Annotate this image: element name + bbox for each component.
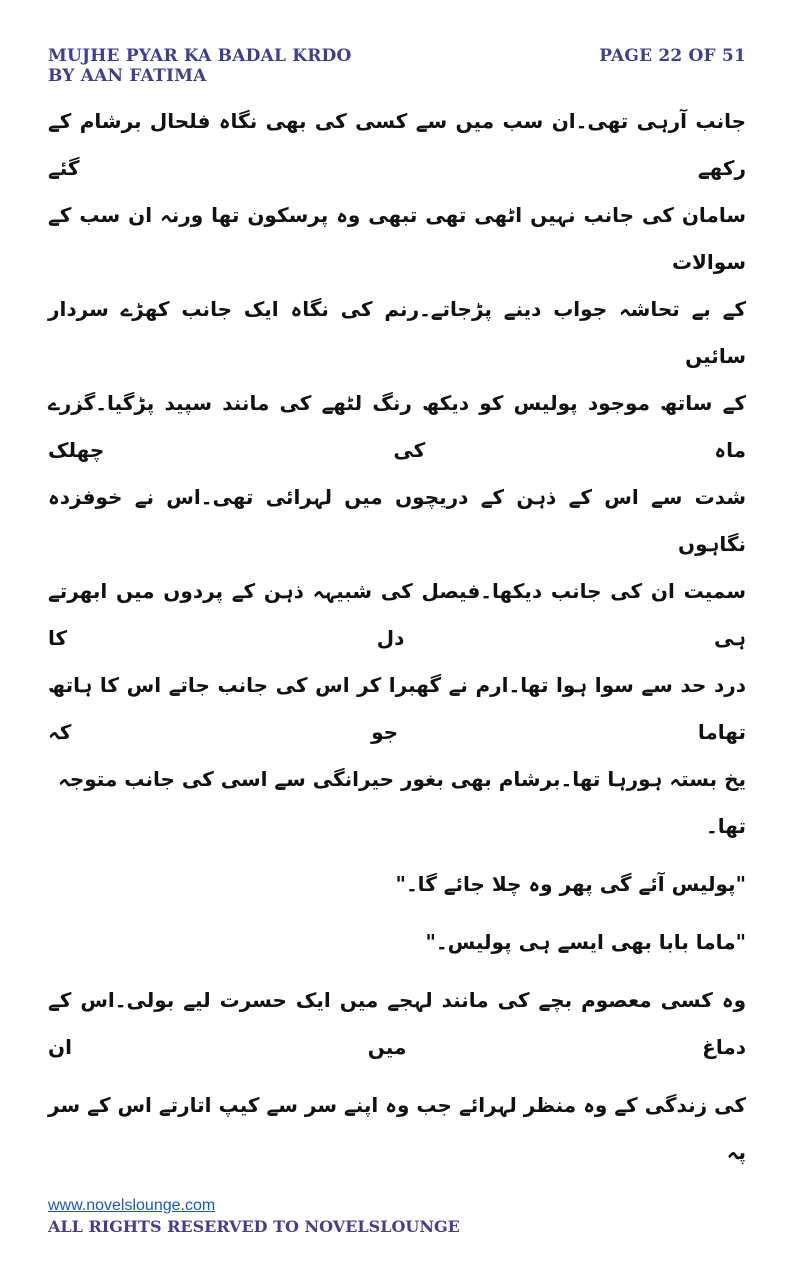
text-line: یخ بستہ ہورہا تھا۔برشام بھی بغور حیرانگی سے اسی کی جانب متوجہ تھا۔ <box>58 767 746 838</box>
page-header <box>48 46 746 86</box>
page-footer <box>48 1176 746 1238</box>
text-line: کی زندگی کے وہ منظر لہرائے جب وہ اپنے سر سے کیپ اتارتے اس کے سر پہ <box>48 1093 746 1164</box>
page-number: PAGE 22 OF 51 <box>599 46 746 66</box>
text-line: "پولیس آئے گی پھر وہ چلا جائے گا۔" <box>395 872 746 896</box>
website-link[interactable]: www.novelslounge.com <box>48 1197 216 1214</box>
document-body <box>48 98 746 1176</box>
text-line: کے ساتھ موجود پولیس کو دیکھ رنگ لٹھے کی مانند سپید پڑگیا۔گزرے ماہ کی چھلک <box>48 391 746 462</box>
text-line: سمیت ان کی جانب دیکھا۔فیصل کی شبیہہ ذہن کے پردوں میں ابھرتے ہی دل کا <box>48 579 746 650</box>
novel-title: MUJHE PYAR KA BADAL KRDO <box>48 46 352 66</box>
text-line: وہ کسی معصوم بچے کی مانند لہجے میں ایک حسرت لیے بولی۔اس کے دماغ میں ان <box>48 988 746 1059</box>
text-line: درد حد سے سوا ہوا تھا۔ارم نے گھبرا کر اس کی جانب جاتے اس کا ہاتھ تھاما جو کہ <box>48 673 746 744</box>
text-line: جانب آرہی تھی۔ان سب میں سے کسی کی بھی نگاہ فلحال برشام کے رکھے گئے <box>48 109 746 180</box>
author-name: BY AAN FATIMA <box>48 66 207 86</box>
text-line: "ماما بابا بھی ایسے ہی پولیس۔" <box>425 930 746 954</box>
text-line: کے بے تحاشہ جواب دینے پڑجاتے۔رنم کی نگاہ ایک جانب کھڑے سردار سائیں <box>48 297 746 368</box>
rights-notice: ALL RIGHTS RESERVED TO NOVELSLOUNGE <box>48 1217 460 1236</box>
text-line: سامان کی جانب نہیں اٹھی تھی تبھی وہ پرسکون تھا ورنہ ان سب کے سوالات <box>48 203 746 274</box>
text-line: شدت سے اس کے ذہن کے دریچوں میں لہرائی تھی۔اس نے خوفزدہ نگاہوں <box>48 485 746 556</box>
